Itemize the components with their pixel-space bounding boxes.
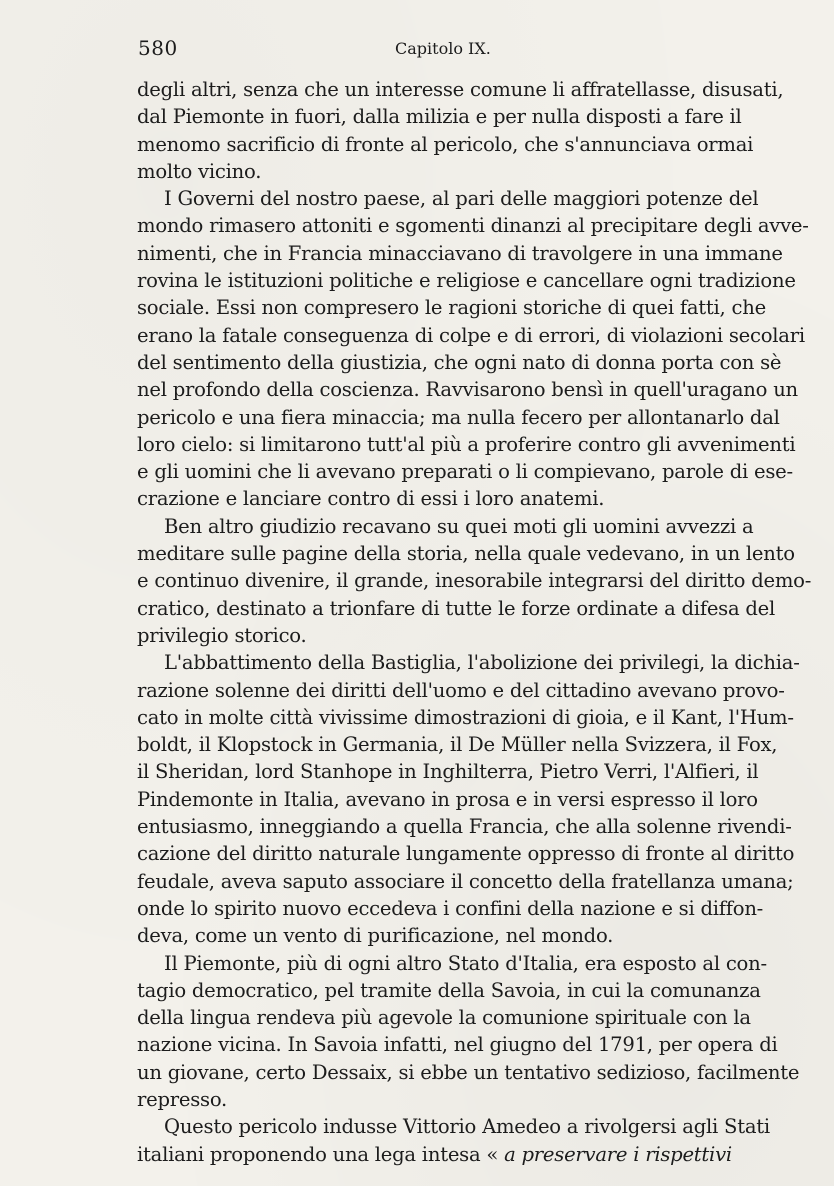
body-text: [137, 76, 812, 1168]
text-line: loro cielo: si limitarono tutt'al più a proferire contro gli avvenimenti: [137, 432, 796, 456]
text-line: erano la fatale conseguenza di colpe e di errori, di violazioni secolari: [137, 323, 805, 347]
text-line: deva, come un vento di purificazione, nel mondo.: [137, 924, 614, 948]
final-line-italic: a preservare i rispettivi: [504, 1142, 732, 1166]
page-header: [138, 36, 738, 60]
text-line: Ben altro giudizio recavano su quei moti gli uomini avvezzi a: [164, 514, 754, 538]
text-line: degli altri, senza che un interesse comune li affratellasse, disusati,: [137, 78, 784, 101]
text-line: sociale. Essi non compresero le ragioni storiche di quei fatti, che: [137, 296, 766, 320]
text-line: tagio democratico, pel tramite della Savoia, in cui la comunanza: [137, 978, 761, 1002]
text-line: Questo pericolo indusse Vittorio Amedeo a rivolgersi agli Stati: [164, 1115, 770, 1139]
text-line: cato in molte città vivissime dimostrazioni di gioia, e il Kant, l'Hum-: [137, 705, 794, 729]
text-line: e gli uomini che li avevano preparati o li compievano, parole di ese-: [137, 460, 793, 484]
text-line: rovina le istituzioni politiche e religiose e cancellare ogni tradizione: [137, 269, 796, 293]
text-line-final: [137, 1141, 738, 1168]
text-line: onde lo spirito nuovo eccedeva i confini della nazione e si diffon-: [137, 896, 764, 920]
text-line: razione solenne dei diritti dell'uomo e del cittadino avevano provo-: [137, 678, 785, 702]
text-line: e continuo divenire, il grande, inesorabile integrarsi del diritto demo-: [137, 569, 812, 593]
text-line: Pindemonte in Italia, avevano in prosa e in versi espresso il loro: [137, 787, 758, 811]
text-line: L'abbattimento della Bastiglia, l'abolizione dei privilegi, la dichia-: [164, 651, 800, 675]
text-line: nimenti, che in Francia minacciavano di travolgere in una immane: [137, 241, 783, 265]
text-line: pericolo e una fiera minaccia; ma nulla fecero per allontanarlo dal: [137, 405, 780, 429]
text-line: dal Piemonte in fuori, dalla milizia e per nulla disposti a fare il: [137, 105, 742, 129]
page-number: 580: [138, 36, 178, 60]
text-line: boldt, il Klopstock in Germania, il De Müller nella Svizzera, il Fox,: [137, 733, 778, 757]
text-line: nel profondo della coscienza. Ravvisarono bensì in quell'uragano un: [137, 378, 798, 402]
text-line: crazione e lanciare contro di essi i loro anatemi.: [137, 487, 605, 511]
text-line: cazione del diritto naturale lungamente oppresso di fronte al diritto: [137, 842, 795, 866]
text-line: represso.: [137, 1087, 228, 1111]
text-line: meditare sulle pagine della storia, nella quale vedevano, in un lento: [137, 542, 795, 566]
text-line: della lingua rendeva più agevole la comunione spirituale con la: [137, 1006, 751, 1030]
final-line-plain: italiani proponendo una lega intesa «: [137, 1142, 505, 1166]
text-line: menomo sacrificio di fronte al pericolo, che s'annunciava ormai: [137, 132, 754, 156]
text-line: il Sheridan, lord Stanhope in Inghilterra, Pietro Verri, l'Alfieri, il: [137, 760, 759, 784]
text-line: molto vicino.: [137, 159, 262, 183]
text-line: cratico, destinato a trionfare di tutte le forze ordinate a difesa del: [137, 596, 776, 620]
text-line: entusiasmo, inneggiando a quella Francia, che alla solenne rivendi-: [137, 815, 792, 839]
text-line: del sentimento della giustizia, che ogni nato di donna porta con sè: [137, 350, 782, 374]
text-line: feudale, aveva saputo associare il concetto della fratellanza umana;: [137, 869, 794, 893]
running-head: Capitolo IX.: [395, 39, 491, 58]
text-line: mondo rimasero attoniti e sgomenti dinanzi al precipitare degli avve-: [137, 214, 809, 238]
text-line: Il Piemonte, più di ogni altro Stato d'Italia, era esposto al con-: [164, 951, 767, 975]
text-line: un giovane, certo Dessaix, si ebbe un tentativo sedizioso, facilmente: [137, 1060, 800, 1084]
text-line: I Governi del nostro paese, al pari delle maggiori potenze del: [164, 187, 759, 211]
text-line: nazione vicina. In Savoia infatti, nel giugno del 1791, per opera di: [137, 1033, 778, 1057]
text-line: privilegio storico.: [137, 623, 307, 647]
